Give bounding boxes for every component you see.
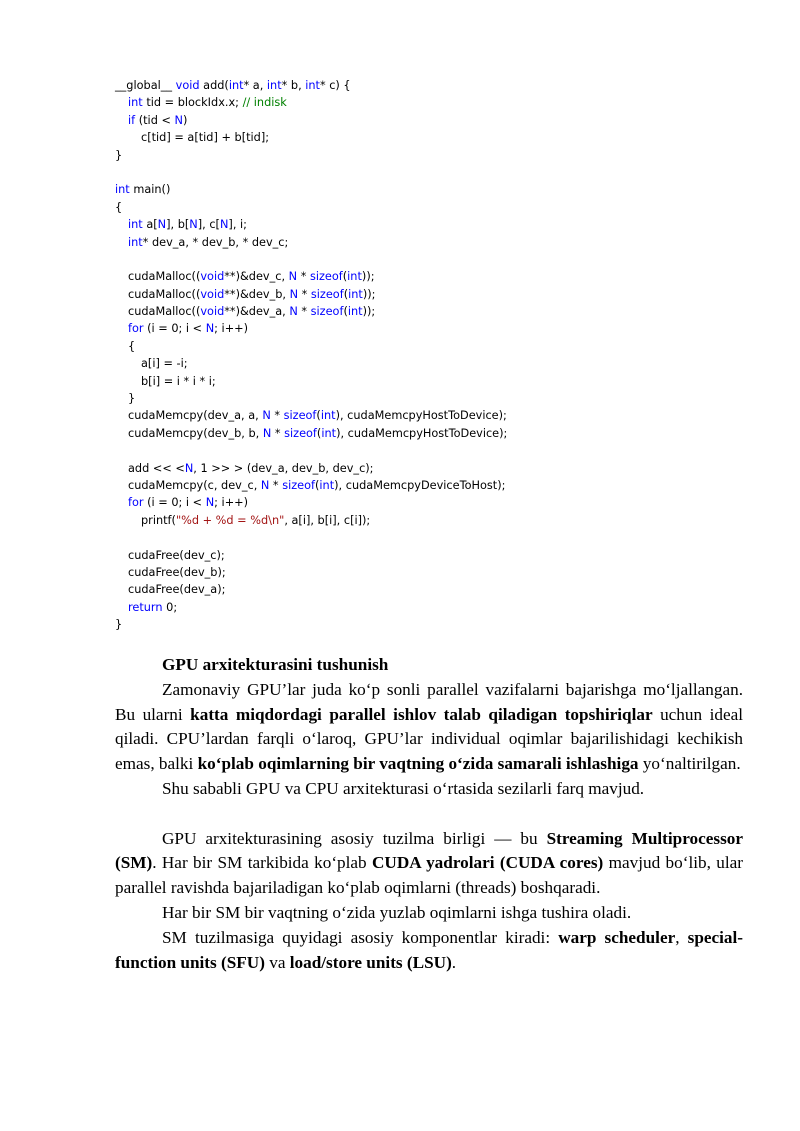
code-keyword: int	[320, 409, 336, 423]
code-token: (tid <	[135, 113, 175, 127]
section-heading: GPU arxitekturasini tushunish	[162, 655, 389, 674]
code-token: (	[316, 409, 321, 423]
code-keyword: for	[128, 496, 144, 510]
code-line	[115, 477, 507, 494]
code-token: **)&dev_c,	[224, 270, 289, 284]
code-token: a[i] = -i;	[141, 357, 188, 371]
code-token: }	[128, 392, 136, 406]
code-keyword: return	[128, 600, 163, 614]
code-line	[115, 147, 507, 164]
code-token: (	[316, 426, 322, 440]
code-keyword: int	[128, 235, 143, 249]
code-line	[115, 181, 507, 198]
code-token: cudaMalloc((	[128, 270, 201, 284]
code-line	[115, 390, 507, 407]
code-token: cudaFree(dev_b);	[128, 565, 226, 579]
code-token: add << <	[128, 461, 185, 475]
code-token: *	[269, 478, 283, 492]
code-keyword: sizeof	[283, 409, 317, 423]
code-token: tid = blockIdx.x;	[142, 96, 243, 110]
code-token: *	[297, 305, 311, 319]
code-token: main()	[129, 183, 171, 197]
blank-line	[115, 802, 743, 827]
code-line	[115, 494, 507, 511]
code-line	[115, 564, 507, 581]
code-token: (	[343, 287, 349, 301]
code-keyword: int	[128, 96, 143, 110]
text-run: uchun ideal qiladi. CPU’lardan farqli o‘laroq, GPU’lar individual oqimlar bajarilishidagi kechikish emas, balki	[115, 704, 743, 774]
code-keyword: if	[128, 113, 136, 127]
code-keyword: N	[157, 218, 167, 232]
code-token: (i = 0; i <	[143, 322, 206, 336]
code-token: add(	[199, 79, 229, 92]
code-token: printf(	[141, 513, 176, 527]
code-line	[115, 286, 507, 303]
code-keyword: int	[347, 270, 362, 284]
code-token: ), cudaMemcpyDeviceToHost);	[334, 478, 506, 492]
code-token: **)&dev_a,	[224, 305, 290, 319]
code-token: cudaMalloc((	[128, 305, 201, 319]
code-keyword: int	[319, 478, 335, 492]
code-keyword: N	[205, 322, 215, 336]
text-run: GPU arxitekturasining asosiy tuzilma birligi — bu	[162, 828, 547, 848]
code-line	[115, 547, 507, 564]
code-line	[115, 164, 507, 181]
code-keyword: N	[260, 478, 270, 492]
code-keyword: N	[174, 113, 183, 127]
code-token: a[	[142, 218, 158, 232]
code-token: {	[115, 200, 123, 214]
text-run: SM tuzilmasiga quyidagi asosiy komponentlar kiradi:	[162, 927, 559, 947]
paragraph-sm-components	[115, 926, 743, 976]
code-token: 0;	[162, 600, 178, 614]
code-token: ));	[362, 287, 376, 301]
code-token: *	[270, 409, 284, 423]
code-token: (	[342, 270, 348, 284]
code-block	[115, 77, 507, 634]
code-token: b[i] = i * i * i;	[141, 374, 216, 388]
text-run: va	[264, 952, 290, 972]
code-line	[115, 581, 507, 598]
code-token: cudaMalloc((	[128, 287, 201, 301]
code-keyword: N	[219, 218, 229, 232]
text-run: yo‘naltirilgan.	[638, 754, 741, 774]
code-token: cudaMemcpy(dev_a, a,	[128, 409, 263, 423]
bold-text: special-function units (SFU)	[115, 927, 743, 972]
code-comment: // indisk	[242, 96, 287, 110]
code-keyword: sizeof	[282, 478, 315, 492]
code-keyword: for	[128, 322, 144, 336]
code-keyword: void	[200, 270, 225, 284]
code-token: * c) {	[319, 79, 351, 92]
article-body	[115, 653, 743, 975]
code-token: *	[271, 426, 285, 440]
code-keyword: N	[262, 409, 271, 423]
code-token: ));	[361, 270, 375, 284]
code-line	[115, 425, 507, 442]
code-token: *	[298, 287, 311, 301]
paragraph-sm-threads: Har bir SM bir vaqtning o‘zida yuzlab oqimlarni ishga tushira oladi.	[162, 902, 632, 922]
code-keyword: int	[348, 287, 363, 301]
code-token: {	[128, 339, 136, 353]
code-token: )	[182, 113, 188, 127]
code-line	[115, 199, 507, 216]
code-line	[115, 129, 507, 146]
code-string: "%d + %d = %d\n"	[175, 513, 285, 527]
code-token: c[tid] = a[tid] + b[tid];	[141, 131, 270, 145]
code-token: (	[343, 305, 348, 319]
code-token: cudaMemcpy(c, dev_c,	[128, 478, 261, 492]
code-token: (	[314, 478, 320, 492]
code-token: ), cudaMemcpyHostToDevice);	[335, 409, 507, 423]
code-line	[115, 373, 507, 390]
code-keyword: int	[305, 79, 320, 92]
code-line	[115, 442, 507, 459]
bold-text: katta miqdordagi parallel ishlov talab qiladigan topshiriqlar	[190, 704, 653, 724]
code-token: ], b[	[166, 218, 190, 232]
code-line	[115, 616, 507, 633]
code-token: , a[i], b[i], c[i]);	[284, 513, 371, 527]
code-line	[115, 512, 507, 529]
code-line	[115, 338, 507, 355]
text-run: mavjud bo‘lib, ular parallel ravishda bajariladigan ko‘plab oqimlarni (threads) boshqaradi.	[115, 853, 743, 898]
code-keyword: sizeof	[284, 426, 317, 440]
code-keyword: int	[321, 426, 337, 440]
code-line	[115, 94, 507, 111]
code-line	[115, 529, 507, 546]
code-keyword: int	[266, 79, 282, 92]
code-line	[115, 355, 507, 372]
code-token: ], c[	[197, 218, 220, 232]
code-token: ], i;	[228, 218, 247, 232]
code-keyword: sizeof	[310, 287, 344, 301]
code-keyword: N	[289, 287, 299, 301]
code-line	[115, 234, 507, 251]
code-token: ; i++)	[214, 322, 249, 336]
code-token: __global__	[115, 79, 176, 92]
paragraph-sm	[115, 827, 743, 901]
text-run: .	[451, 952, 457, 972]
code-line	[115, 460, 507, 477]
code-line	[115, 303, 507, 320]
bold-text: ko‘plab oqimlarning bir vaqtning o‘zida samarali ishlashiga	[197, 754, 639, 774]
code-token: }	[115, 618, 123, 632]
code-token: (i = 0; i <	[143, 496, 206, 510]
code-keyword: sizeof	[309, 270, 343, 284]
code-keyword: N	[184, 461, 194, 475]
code-keyword: N	[262, 426, 272, 440]
code-keyword: N	[289, 305, 298, 319]
code-line	[115, 268, 507, 285]
code-token: * a,	[243, 79, 267, 92]
code-token: ), cudaMemcpyHostToDevice);	[336, 426, 508, 440]
bold-text: CUDA yadrolari (CUDA cores)	[372, 853, 604, 873]
code-line	[115, 112, 507, 129]
code-token: *	[297, 270, 310, 284]
code-keyword: void	[200, 305, 225, 319]
code-line	[115, 599, 507, 616]
paragraph-difference: Shu sababli GPU va CPU arxitekturasi o‘rtasida sezilarli farq mavjud.	[162, 778, 645, 798]
code-keyword: int	[128, 218, 143, 232]
paragraph-gpu-intro	[115, 678, 743, 777]
code-token: cudaFree(dev_a);	[128, 583, 226, 597]
code-keyword: int	[347, 305, 363, 319]
text-run: ,	[675, 927, 688, 947]
code-line	[115, 320, 507, 337]
bold-text: warp scheduler	[558, 927, 676, 947]
code-keyword: N	[205, 496, 215, 510]
code-token: , 1 >> > (dev_a, dev_b, dev_c);	[193, 461, 374, 475]
code-keyword: sizeof	[310, 305, 344, 319]
code-line	[115, 407, 507, 424]
code-keyword: void	[175, 79, 200, 92]
code-keyword: int	[115, 183, 130, 197]
code-token: }	[115, 148, 123, 162]
code-token: * b,	[281, 79, 306, 92]
code-keyword: N	[288, 270, 298, 284]
code-line	[115, 216, 507, 233]
text-run: . Har bir SM tarkibida ko‘plab	[152, 853, 373, 873]
code-keyword: void	[200, 287, 225, 301]
text-run: Zamonaviy GPU’lar juda ko‘p sonli parallel vazifalarni bajarishga mo‘ljallangan. Bu ularni	[115, 679, 743, 724]
code-token: ));	[362, 305, 376, 319]
code-token: cudaMemcpy(dev_b, b,	[128, 426, 263, 440]
code-token: **)&dev_b,	[224, 287, 290, 301]
code-line	[115, 251, 507, 268]
bold-text: Streaming Multiprocessor (SM)	[115, 828, 744, 873]
code-token: cudaFree(dev_c);	[128, 548, 225, 562]
code-keyword: N	[189, 218, 198, 232]
code-line	[115, 77, 507, 94]
code-token: ; i++)	[214, 496, 249, 510]
code-token: * dev_a, * dev_b, * dev_c;	[142, 235, 289, 249]
code-keyword: int	[228, 79, 244, 92]
bold-text: load/store units (LSU)	[289, 952, 452, 972]
